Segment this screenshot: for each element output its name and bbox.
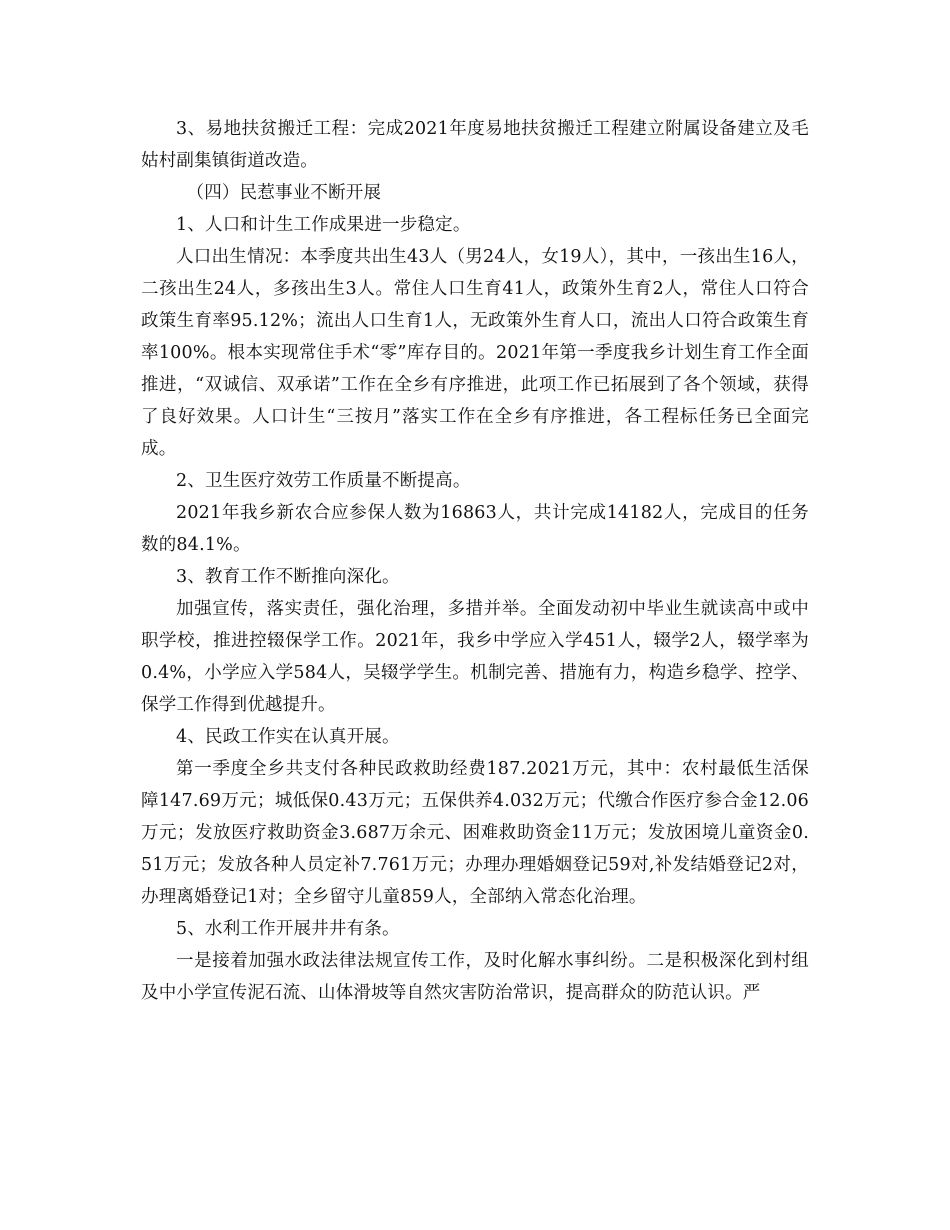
subheading-education: 3、教育工作不断推向深化。	[176, 567, 400, 587]
paragraph-education: 加强宣传，落实责任，强化治理，多措并举。全面发动初中毕业生就读高中或中职学校，推进控辍保学工作。2021年，我乡中学应入学451人，辍学2人，辍学率为0.4%，小学应入学584人，吴辍学学生。机制完善、措施有力，构造乡稳学、控学、保学工作得到优越提升。	[141, 599, 809, 715]
subheading-water-conservancy: 5、水利工作开展井井有条。	[176, 919, 400, 939]
paragraph-population-births: 人口出生情况：本季度共出生43人（男24人，女19人），其中，一孩出生16人，二孩出生24人，多孩出生3人。常住人口生育41人，政策外生育2人，常住人口符合政策生育率95.12%；流出人口生育1人，无政策外生育人口，流出人口符合政策生育率100%。根本实现常住手术“零”库存目的。2021年第一季度我乡计划生育工作全面推进，“双诚信、双承诺”工作在全乡有序推进，此项工作已拓展到了各个领域，获得了良好效果。人口计生“三按月”落实工作在全乡有序推进，各工程标任务已全面完成。	[141, 247, 809, 459]
document-body	[141, 113, 809, 1009]
paragraph-relocation-project: 3、易地扶贫搬迁工程：完成2021年度易地扶贫搬迁工程建立附属设备建立及毛姑村副集镇街道改造。	[141, 119, 809, 171]
subheading-health-services: 2、卫生医疗效劳工作质量不断提高。	[176, 471, 471, 491]
subheading-population-planning: 1、人口和计生工作成果进一步稳定。	[176, 215, 471, 235]
subheading-civil-affairs-work: 4、民政工作实在认真开展。	[176, 727, 400, 747]
paragraph-health-insurance: 2021年我乡新农合应参保人数为16863人，共计完成14182人，完成目的任务数的84.1%。	[141, 503, 809, 555]
paragraph-water-conservancy: 一是接着加强水政法律法规宣传工作，及时化解水事纠纷。二是积极深化到村组及中小学宣传泥石流、山体滑坡等自然灾害防治常识，提高群众的防范认识。严	[141, 951, 809, 1003]
section-heading-civil-affairs: （四）民惹事业不断开展	[186, 183, 382, 203]
paragraph-civil-affairs-funds: 第一季度全乡共支付各种民政救助经费187.2021万元，其中：农村最低生活保障147.69万元；城低保0.43万元；五保供养4.032万元；代缴合作医疗参合金12.06万元；发放医疗救助资金3.687万余元、困难救助资金11万元；发放困境儿童资金0.51万元；发放各种人员定补7.761万元；办理办理婚姻登记59对,补发结婚登记2对，办理离婚登记1对；全乡留守儿童859人，全部纳入常态化治理。	[141, 759, 809, 907]
